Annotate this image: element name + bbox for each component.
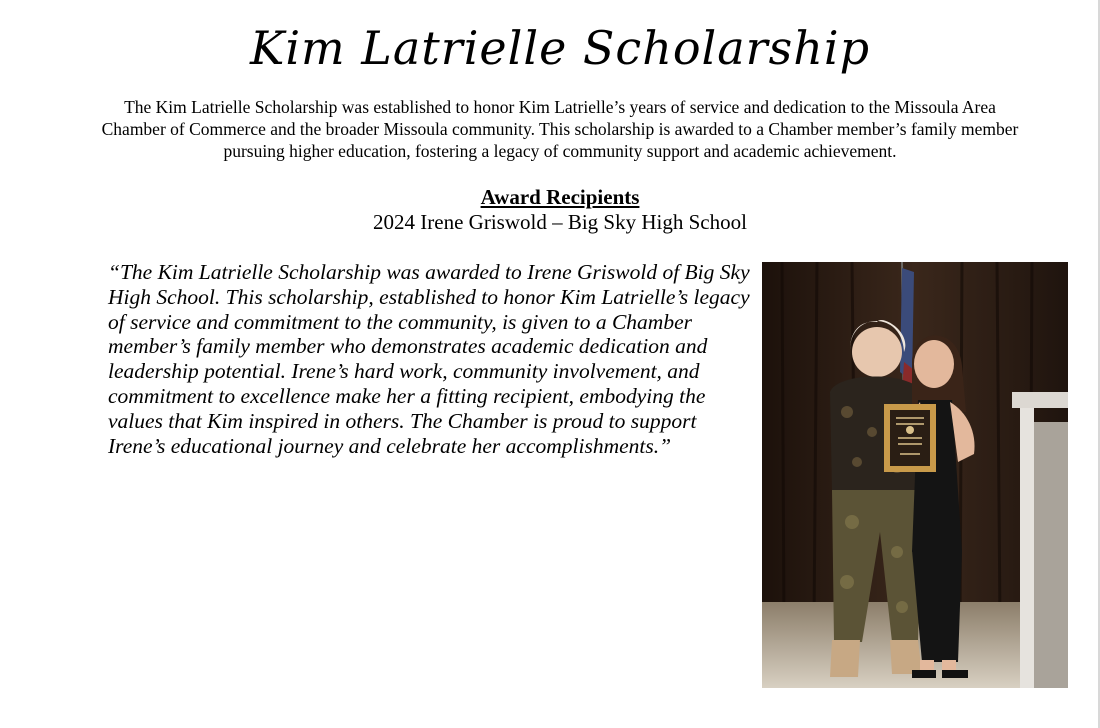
intro-paragraph: The Kim Latrielle Scholarship was established to honor Kim Latrielle’s years of service and dedication to the Missoula Area Chamber of Commerce and the broader Missoula community. This scholarship is awarded to a Chamber member’s family member pursuing higher education, fostering a legacy of community support and academic achievement. bbox=[101, 97, 1019, 161]
award-photo bbox=[762, 262, 1068, 688]
award-photo-illustration bbox=[762, 262, 1068, 688]
recipient-quote: “The Kim Latrielle Scholarship was awarded to Irene Griswold of Big Sky High School. This scholarship, established to honor Kim Latrielle’s legacy of service and commitment to the community, is given to a Chamber member’s family member who demonstrates academic dedication and leadership potential. Irene’s hard work, community involvement, and commitment to excellence make her a fitting recipient, embodying the values that Kim inspired in others. The Chamber is proud to support Irene’s educational journey and celebrate her accomplishments.” bbox=[108, 260, 750, 458]
recipient-line: 2024 Irene Griswold – Big Sky High School bbox=[373, 210, 747, 234]
page-title: Kim Latrielle Scholarship bbox=[249, 21, 871, 75]
award-recipients-heading: Award Recipients bbox=[480, 185, 640, 209]
